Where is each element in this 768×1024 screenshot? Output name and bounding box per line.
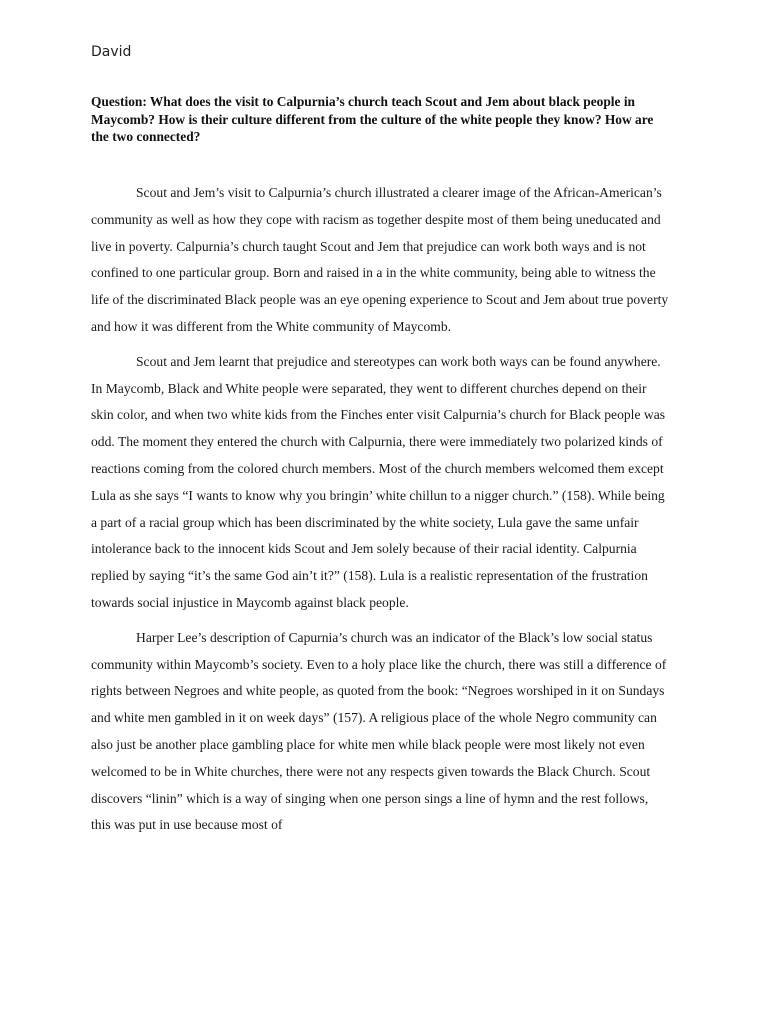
paragraph-1: Scout and Jem’s visit to Calpurnia’s church illustrated a clearer image of the African-American’s community as well as how they cope with racism as together despite most of them being uneducated and live in poverty. Calpurnia’s church taught Scout and Jem that prejudice can work both ways and is not confined to one particular group. Born and raised in a in the white community, being able to witness the life of the discriminated Black people was an eye opening experience to Scout and Jem about true poverty and how it was different from the White community of Maycomb. — [91, 185, 669, 334]
essay-body — [91, 180, 669, 847]
paragraph-2: Scout and Jem learnt that prejudice and stereotypes can work both ways can be found anywhere. In Maycomb, Black and White people were separated, they went to different churches depend on their skin color, and when two white kids from the Finches enter visit Calpurnia’s church for Black people was odd. The moment they entered the church with Calpurnia, there were immediately two polarized kinds of reactions coming from the colored church members. Most of the church members welcomed them except Lula as she says “I wants to know why you bringin’ white chillun to a nigger church.” (158). While being a part of a racial group which has been discriminated by the white society, Lula gave the same unfair intolerance back to the innocent kids Scout and Jem solely because of their racial identity. Calpurnia replied by saying “it’s the same God ain’t it?” (158). Lula is a realistic representation of the frustration towards social injustice in Maycomb against black people. — [91, 353, 666, 610]
paragraph-3: Harper Lee’s description of Capurnia’s church was an indicator of the Black’s low social status community within Maycomb’s society. Even to a holy place like the church, there was still a difference of rights between Negroes and white people, as quoted from the book: “Negroes worshiped in it on Sundays and white men gambled in it on week days” (157). A religious place of the whole Negro community can also just be another place gambling place for white men while black people were most likely not even welcomed to be in White churches, there were not any respects given towards the Black Church. Scout discovers “linin” which is a way of singing when one person sings a line of hymn and the rest follows, this was put in use because most of — [91, 629, 667, 833]
essay-question: Question: What does the visit to Calpurnia’s church teach Scout and Jem about black people in Maycomb? How is their culture different from the culture of the white people they know? How are the two connected? — [91, 94, 654, 144]
author-name: David — [91, 44, 132, 60]
